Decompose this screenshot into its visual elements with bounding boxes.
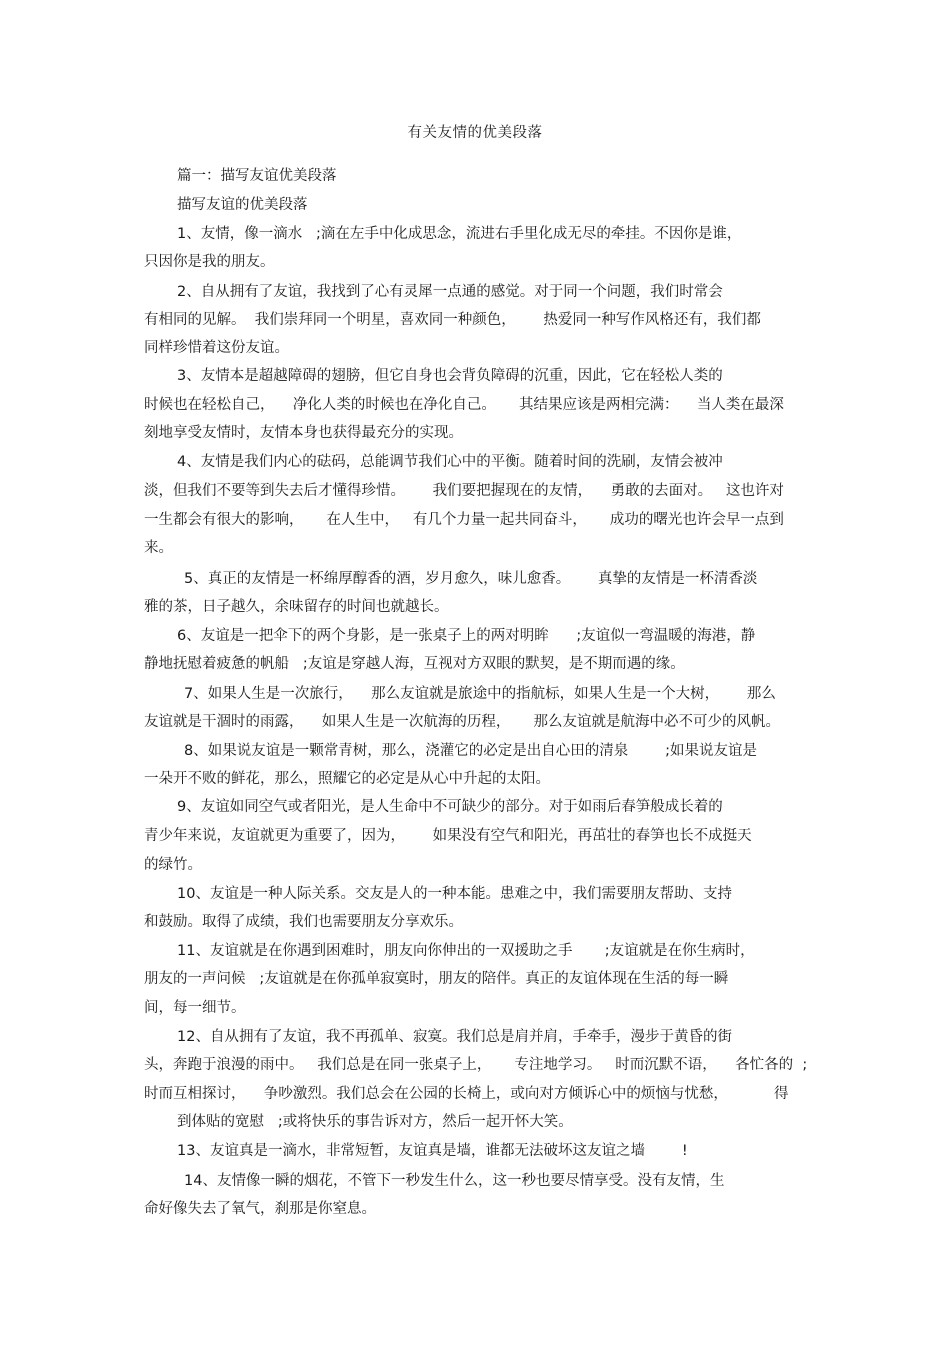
document-title: 有关友情的优美段落 <box>407 125 543 141</box>
paragraph-10-line-1: 10、友谊是一种人际关系。交友是人的一种本能。患难之中，我们需要朋友帮助、支持 <box>177 886 732 902</box>
paragraph-4-line-3: 一生都会有很大的影响， 在人生中， 有几个力量一起共同奋斗， 成功的曙光也许会早一点到 <box>144 512 784 528</box>
paragraph-12-line-1: 12、自从拥有了友谊，我不再孤单、寂寞。我们总是肩并肩，手牵手，漫步于黄昏的街 <box>177 1029 732 1045</box>
paragraph-1-line-2: 只因你是我的朋友。 <box>144 254 275 270</box>
paragraph-5-line-1: 5、真正的友情是一杯绵厚醇香的酒，岁月愈久，味儿愈香。 真挚的友情是一杯清香淡 <box>184 571 758 587</box>
paragraph-12-line-3: 时而互相探讨， 争吵激烈。我们总会在公园的长椅上，或向对方倾诉心中的烦恼与忧愁， 得 <box>144 1086 789 1102</box>
paragraph-11-line-2: 朋友的一声问候 ;友谊就是在你孤单寂寞时，朋友的陪伴。真正的友谊体现在生活的每一瞬 <box>144 971 729 987</box>
paragraph-14-line-1: 14、友情像一瞬的烟花，不管下一秒发生什么，这一秒也要尽情享受。没有友情，生 <box>184 1173 725 1189</box>
paragraph-8-line-2: 一朵开不败的鲜花，那么，照耀它的必定是从心中升起的太阳。 <box>144 771 550 787</box>
paragraph-12-line-4: 到体贴的宽慰 ;或将快乐的事告诉对方，然后一起开怀大笑。 <box>177 1114 573 1130</box>
paragraph-4-line-1: 4、友情是我们内心的砝码，总能调节我们心中的平衡。随着时间的洗刷，友情会被冲 <box>177 454 723 470</box>
paragraph-6-line-1: 6、友谊是一把伞下的两个身影，是一张桌子上的两对明眸 ;友谊似一弯温暖的海港，静 <box>177 628 756 644</box>
paragraph-3-line-3: 刻地享受友情时，友情本身也获得最充分的实现。 <box>144 425 463 441</box>
paragraph-2-line-1: 2、自从拥有了友谊，我找到了心有灵犀一点通的感觉。对于同一个问题，我们时常会 <box>177 284 723 300</box>
subheading: 描写友谊的优美段落 <box>177 197 308 213</box>
paragraph-9-line-1: 9、友谊如同空气或者阳光，是人生命中不可缺少的部分。对于如雨后春笋般成长着的 <box>177 799 723 815</box>
paragraph-7-line-2: 友谊就是干涸时的雨露， 如果人生是一次航海的历程， 那么友谊就是航海中必不可少的风帆。 <box>144 714 780 730</box>
paragraph-3-line-2: 时候也在轻松自己， 净化人类的时候也在净化自己。 其结果应该是两相完满： 当人类在最深 <box>144 397 784 413</box>
paragraph-13-line-1: 13、友谊真是一滴水，非常短暂，友谊真是墙，谁都无法破坏这友谊之墙 ! <box>177 1143 688 1159</box>
paragraph-4-line-2: 淡，但我们不要等到失去后才懂得珍惜。 我们要把握现在的友情， 勇敢的去面对。 这也许对 <box>144 483 784 499</box>
paragraph-2-line-2: 有相同的见解。 我们崇拜同一个明星，喜欢同一种颜色， 热爱同一种写作风格还有，我们都 <box>144 312 761 328</box>
paragraph-11-line-1: 11、友谊就是在你遇到困难时，朋友向你伸出的一双援助之手 ;友谊就是在你生病时， <box>177 943 755 959</box>
section-heading: 篇一：描写友谊优美段落 <box>177 168 337 184</box>
paragraph-3-line-1: 3、友情本是超越障碍的翅膀，但它自身也会背负障碍的沉重，因此，它在轻松人类的 <box>177 368 723 384</box>
paragraph-2-line-3: 同样珍惜着这份友谊。 <box>144 340 289 356</box>
paragraph-11-line-3: 间，每一细节。 <box>144 1000 246 1016</box>
paragraph-10-line-2: 和鼓励。取得了成绩，我们也需要朋友分享欢乐。 <box>144 914 463 930</box>
paragraph-8-line-1: 8、如果说友谊是一颗常青树，那么，浇灌它的必定是出自心田的清泉 ;如果说友谊是 <box>184 743 757 759</box>
paragraph-12-line-2: 头，奔跑于浪漫的雨中。 我们总是在同一张桌子上， 专注地学习。 时而沉默不语， 各忙各的 ; <box>144 1057 808 1073</box>
paragraph-9-line-3: 的绿竹。 <box>144 857 202 873</box>
paragraph-7-line-1: 7、如果人生是一次旅行， 那么友谊就是旅途中的指航标，如果人生是一个大树， 那么 <box>184 686 776 702</box>
paragraph-9-line-2: 青少年来说，友谊就更为重要了，因为， 如果没有空气和阳光，再茁壮的春笋也长不成挺天 <box>144 828 752 844</box>
paragraph-5-line-2: 雅的茶，日子越久，余味留存的时间也就越长。 <box>144 599 449 615</box>
paragraph-4-line-4: 来。 <box>144 540 173 556</box>
paragraph-6-line-2: 静地抚慰着疲惫的帆船 ;友谊是穿越人海，互视对方双眼的默契，是不期而遇的缘。 <box>144 656 685 672</box>
paragraph-1-line-1: 1、友情，像一滴水 ;滴在左手中化成思念，流进右手里化成无尽的牵挂。不因你是谁， <box>177 226 742 242</box>
paragraph-14-line-2: 命好像失去了氧气，刹那是你窒息。 <box>144 1201 376 1217</box>
